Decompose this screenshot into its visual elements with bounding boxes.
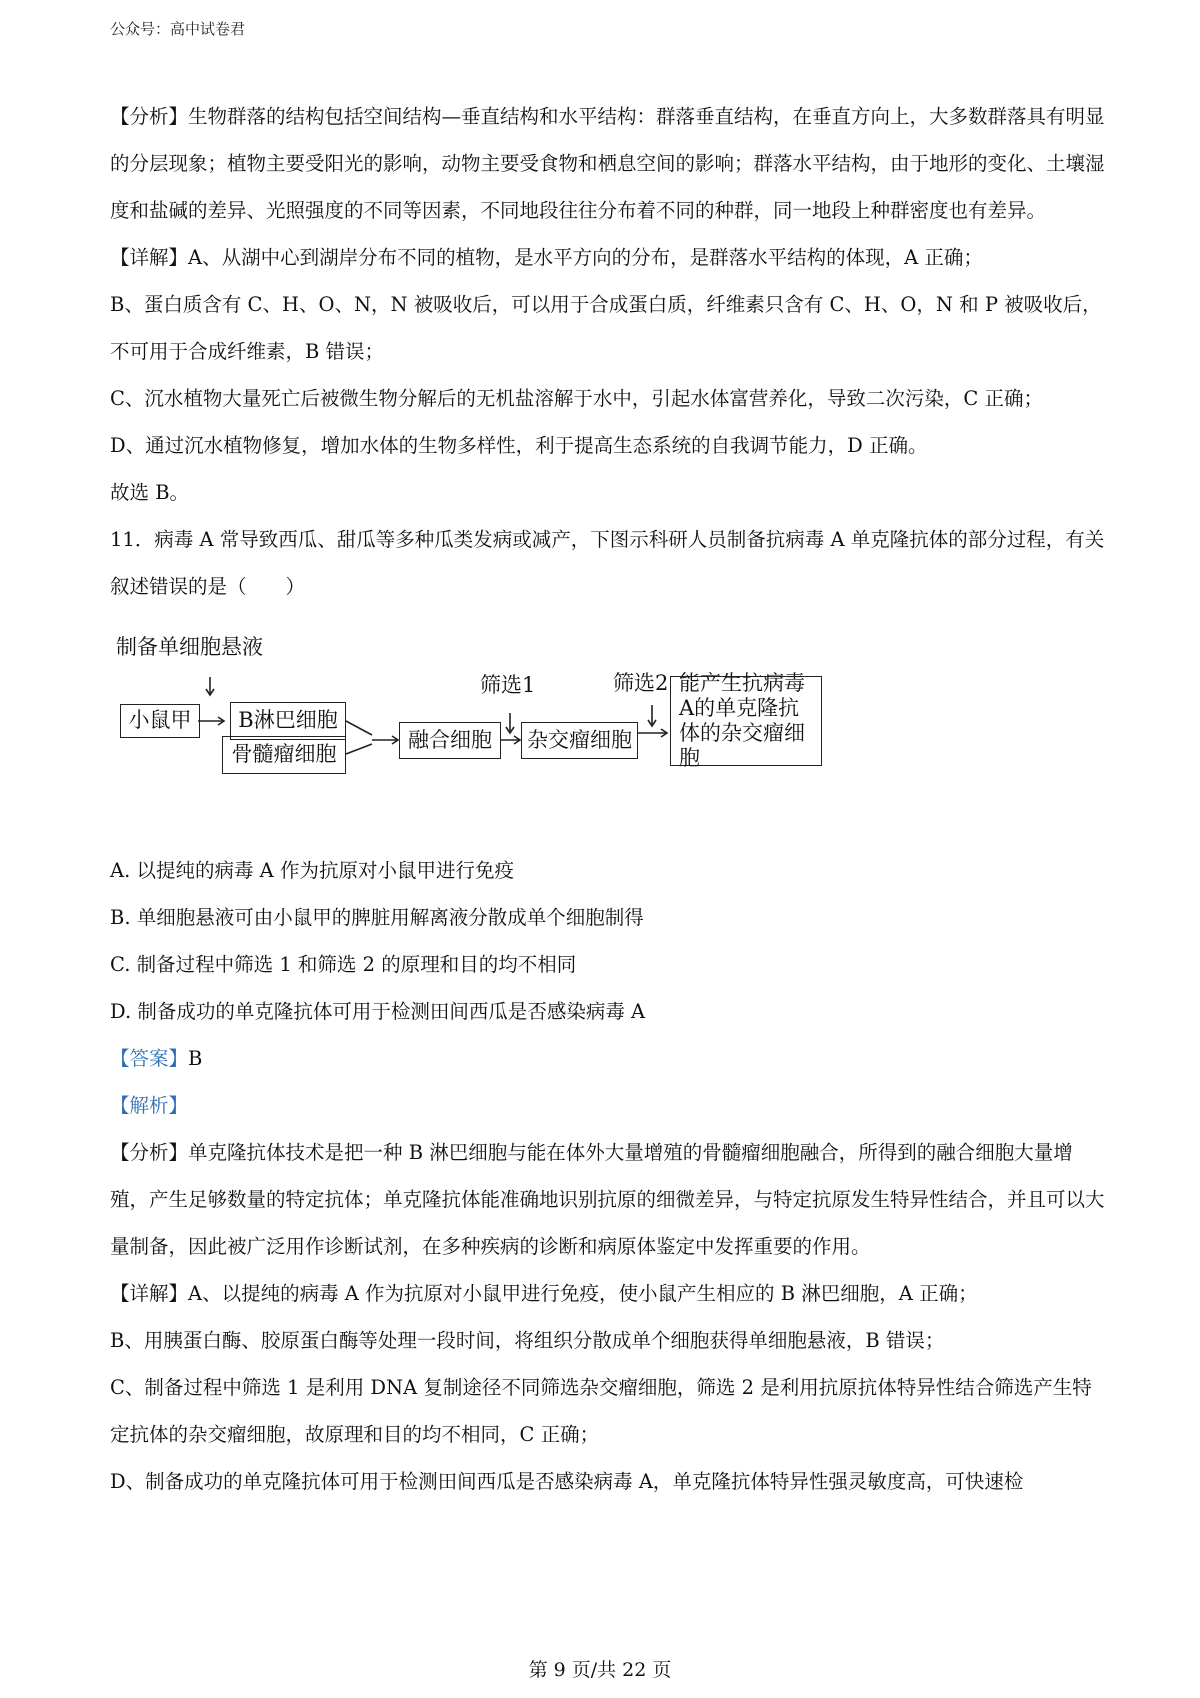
option-c: C. 制备过程中筛选 1 和筛选 2 的原理和目的均不相同	[110, 953, 577, 976]
detail-a-1: 【详解】A、从湖中心到湖岸分布不同的植物，是水平方向的分布，是群落水平结构的体现，A 正确；	[110, 246, 983, 269]
detail-b-1: B、蛋白质含有 C、H、O、N，N 被吸收后，可以用于合成蛋白质，纤维素只含有 C、H、O，N 和 P 被吸收后，不可用于合成纤维素，B 错误；	[110, 293, 1102, 363]
page-footer: 第 9 页/共 22 页	[528, 1659, 672, 1681]
answer-line	[110, 1035, 1106, 1082]
detail-c-2: C、制备过程中筛选 1 是利用 DNA 复制途径不同筛选杂交瘤细胞，筛选 2 是利用抗原抗体特异性结合筛选产生特定抗体的杂交瘤细胞，故原理和目的均不相同，C 正确；	[110, 1376, 1092, 1446]
hybridoma-box: 杂交瘤细胞	[521, 722, 638, 759]
option-b: B. 单细胞悬液可由小鼠甲的脾脏用解离液分散成单个细胞制得	[110, 906, 644, 929]
page-header: 公众号：高中试卷君	[110, 20, 246, 38]
page-content	[110, 93, 1106, 1505]
answer-label: 【答案】	[110, 1047, 189, 1070]
mouse-box: 小鼠甲	[120, 704, 200, 738]
analysis-paragraph-2: 【分析】单克隆抗体技术是把一种 B 淋巴细胞与能在体外大量增殖的骨髓瘤细胞融合，所得到的融合细胞大量增殖，产生足够数量的特定抗体；单克隆抗体能准确地识别抗原的细微差异，与特定抗原发生特异性结合，并且可以大量制备，因此被广泛用作诊断试剂，在多种疾病的诊断和病原体鉴定中发挥重要的作用。	[110, 1141, 1105, 1258]
analysis-paragraph-1: 【分析】生物群落的结构包括空间结构—垂直结构和水平结构：群落垂直结构，在垂直方向上，大多数群落具有明显的分层现象；植物主要受阳光的影响，动物主要受食物和栖息空间的影响；群落水平结构，由于地形的变化、土壤湿度和盐碱的差异、光照强度的不同等因素，不同地段往往分布着不同的种群，同一地段上种群密度也有差异。	[110, 105, 1105, 222]
option-a: A. 以提纯的病毒 A 作为抗原对小鼠甲进行免疫	[110, 859, 514, 882]
antibody-flow-diagram	[110, 615, 1106, 847]
screen-2-label: 筛选2	[613, 671, 669, 695]
detail-c-1: C、沉水植物大量死亡后被微生物分解后的无机盐溶解于水中，引起水体富营养化，导致二次污染，C 正确；	[110, 387, 1044, 410]
suspension-label: 制备单细胞悬液	[116, 635, 263, 659]
conclusion-1: 故选 B。	[110, 481, 190, 504]
result-box: 能产生抗病毒A的单克隆抗体的杂交瘤细胞	[670, 676, 822, 766]
explanation-label: 【解析】	[110, 1094, 189, 1117]
b-cell-box: B淋巴细胞	[230, 702, 346, 740]
fused-cell-box: 融合细胞	[399, 722, 501, 759]
question-11: 11．病毒 A 常导致西瓜、甜瓜等多种瓜类发病或减产，下图示科研人员制备抗病毒 A 单克隆抗体的部分过程，有关叙述错误的是（ ）	[110, 528, 1105, 598]
answer-value: B	[188, 1047, 203, 1070]
detail-b-2: B、用胰蛋白酶、胶原蛋白酶等处理一段时间，将组织分散成单个细胞获得单细胞悬液，B 错误；	[110, 1329, 945, 1352]
myeloma-box: 骨髓瘤细胞	[222, 736, 346, 774]
detail-d-1: D、通过沉水植物修复，增加水体的生物多样性，利于提高生态系统的自我调节能力，D 正确。	[110, 434, 928, 457]
option-d: D. 制备成功的单克隆抗体可用于检测田间西瓜是否感染病毒 A	[110, 1000, 646, 1023]
detail-a-2: 【详解】A、以提纯的病毒 A 作为抗原对小鼠甲进行免疫，使小鼠产生相应的 B 淋巴细胞，A 正确；	[110, 1282, 978, 1305]
detail-d-2: D、制备成功的单克隆抗体可用于检测田间西瓜是否感染病毒 A，单克隆抗体特异性强灵敏度高，可快速检	[110, 1470, 1024, 1493]
screen-1-label: 筛选1	[480, 673, 536, 697]
